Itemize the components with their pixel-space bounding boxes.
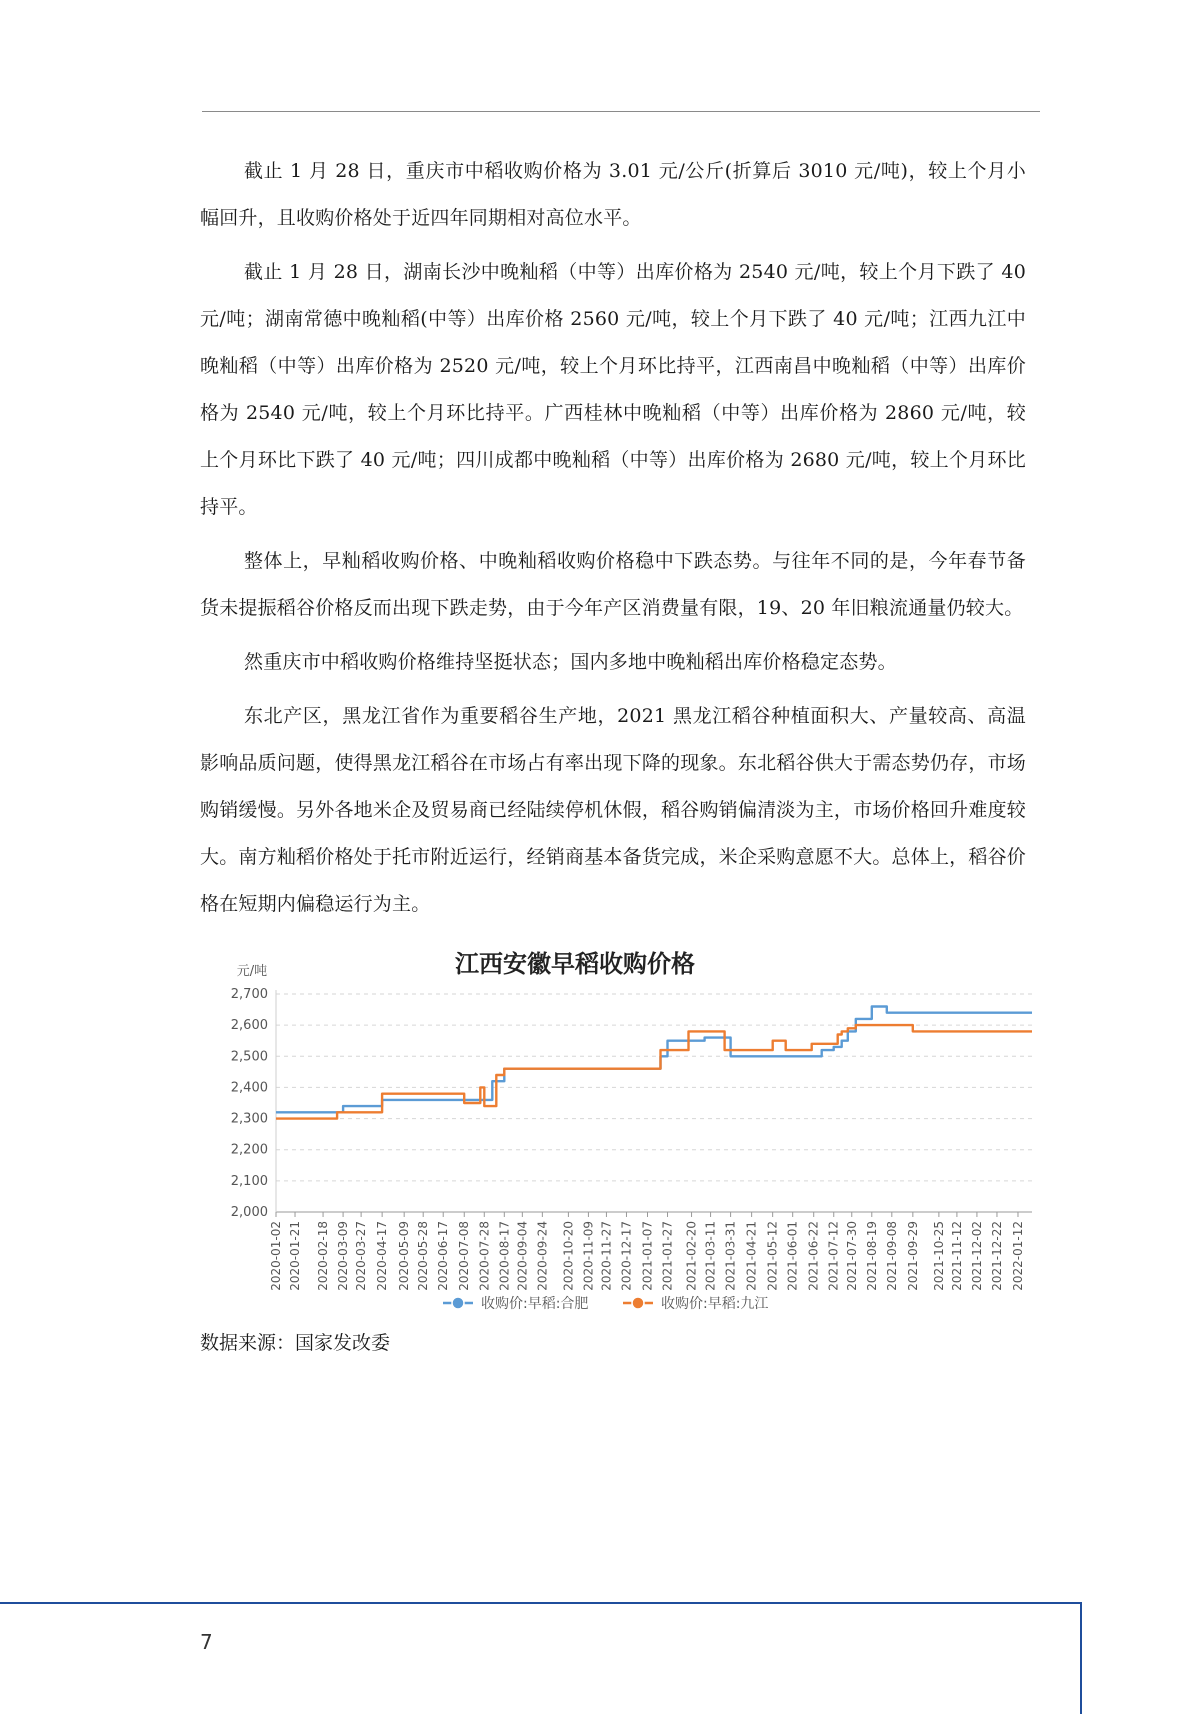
x-tick-label: 2022-01-12 — [1010, 1221, 1025, 1291]
y-tick-label: 2,500 — [230, 1049, 268, 1065]
x-tick-label: 2021-04-21 — [744, 1221, 759, 1291]
x-tick-label: 2020-01-21 — [288, 1221, 303, 1291]
x-tick-label: 2020-07-08 — [457, 1221, 472, 1291]
x-axis-ticks — [269, 990, 1025, 1291]
series-lines — [276, 1007, 1032, 1119]
y-tick-label: 2,700 — [230, 987, 268, 1002]
chart-legend — [443, 1295, 768, 1312]
x-tick-label: 2021-12-02 — [969, 1221, 984, 1291]
x-tick-label: 2021-05-12 — [765, 1221, 780, 1291]
x-tick-label: 2021-06-22 — [806, 1221, 821, 1291]
x-tick-label: 2020-09-04 — [515, 1221, 530, 1291]
x-tick-label: 2020-05-09 — [397, 1221, 412, 1291]
x-tick-label: 2021-07-12 — [826, 1221, 841, 1291]
legend-label: 收购价:早稻:合肥 — [481, 1296, 589, 1312]
page-number: 7 — [200, 1630, 213, 1654]
x-tick-label: 2020-03-27 — [354, 1221, 369, 1291]
y-tick-label: 2,100 — [230, 1173, 268, 1189]
y-tick-label: 2,200 — [230, 1142, 268, 1158]
legend-label: 收购价:早稻:九江 — [661, 1296, 769, 1312]
x-tick-label: 2020-07-28 — [477, 1221, 492, 1291]
x-tick-label: 2020-05-28 — [416, 1221, 431, 1291]
x-tick-label: 2021-07-30 — [844, 1221, 859, 1291]
x-tick-label: 2020-03-09 — [336, 1221, 351, 1291]
x-tick-label: 2021-08-19 — [864, 1221, 879, 1291]
paragraph: 然重庆市中稻收购价格维持坚挺状态；国内多地中晚籼稻出库价格稳定态势。 — [244, 651, 897, 673]
legend-swatch-dot — [632, 1297, 644, 1309]
header-rule — [202, 111, 1040, 112]
x-tick-label: 2021-12-22 — [989, 1221, 1004, 1291]
x-tick-label: 2021-01-27 — [660, 1221, 675, 1291]
x-tick-label: 2021-01-07 — [640, 1221, 655, 1291]
series-line — [276, 1007, 1032, 1113]
legend-swatch-dot — [452, 1297, 464, 1309]
x-tick-label: 2020-06-17 — [436, 1221, 451, 1291]
x-tick-label: 2021-02-20 — [684, 1221, 699, 1291]
x-tick-label: 2021-03-11 — [703, 1221, 718, 1291]
x-tick-label: 2021-10-25 — [931, 1221, 946, 1291]
paragraph: 东北产区，黑龙江省作为重要稻谷生产地，2021 黑龙江稻谷种植面积大、产量较高、高温影响品质问题，使得黑龙江稻谷在市场占有率出现下降的现象。东北稻谷供大于需态势仍存，市场购销缓慢。另外各地米企及贸易商已经陆续停机休假，稻谷购销偏清淡为主，市场价格回升难度较大。南方籼稻价格处于托市附近运行，经销商基本备货完成，米企采购意愿不大。总体上，稻谷价格在短期内偏稳运行为主。 — [200, 705, 1026, 915]
price-chart — [200, 950, 1050, 1320]
paragraph: 截止 1 月 28 日，湖南长沙中晚籼稻（中等）出库价格为 2540 元/吨，较上个月下跌了 40 元/吨；湖南常德中晚籼稻(中等）出库价格 2560 元/吨，较上个月下跌了 40 元/吨；江西九江中晚籼稻（中等）出库价格为 2520 元/吨，较上个月环比持平，江西南昌中晚籼稻（中等）出库价格为 2540 元/吨，较上个月环比持平。广西桂林中晚籼稻（中等）出库价格为 2860 元/吨，较上个月环比下跌了 40 元/吨；四川成都中晚籼稻（中等）出库价格为 2680 元/吨，较上个月环比持平。 — [200, 261, 1026, 518]
x-tick-label: 2021-09-08 — [884, 1221, 899, 1291]
grid-lines — [276, 994, 1032, 1212]
x-tick-label: 2020-10-20 — [561, 1221, 576, 1291]
x-tick-label: 2020-02-18 — [316, 1221, 331, 1291]
paragraph: 截止 1 月 28 日，重庆市中稻收购价格为 3.01 元/公斤(折算后 3010 元/吨)，较上个月小幅回升，且收购价格处于近四年同期相对高位水平。 — [200, 160, 1026, 229]
x-tick-label: 2021-03-31 — [723, 1221, 738, 1291]
y-tick-label: 2,400 — [230, 1080, 268, 1096]
chart-title: 江西安徽早稻收购价格 — [455, 950, 695, 978]
paragraph: 整体上，早籼稻收购价格、中晚籼稻收购价格稳中下跌态势。与往年不同的是，今年春节备货未提振稻谷价格反而出现下跌走势，由于今年产区消费量有限，19、20 年旧粮流通量仍较大。 — [200, 550, 1026, 619]
y-tick-label: 2,300 — [230, 1111, 268, 1127]
x-tick-label: 2020-12-17 — [619, 1221, 634, 1291]
x-tick-label: 2020-01-02 — [269, 1221, 283, 1291]
x-tick-label: 2020-11-09 — [581, 1221, 596, 1291]
x-tick-label: 2020-04-17 — [375, 1221, 390, 1291]
x-tick-label: 2021-11-12 — [949, 1221, 964, 1291]
chart-canvas — [200, 950, 1050, 1320]
x-tick-label: 2021-09-29 — [905, 1221, 920, 1291]
series-line — [276, 1025, 1032, 1119]
document-body — [200, 148, 1026, 935]
x-tick-label: 2020-11-27 — [599, 1221, 614, 1291]
x-tick-label: 2020-08-17 — [497, 1221, 512, 1291]
y-axis-unit: 元/吨 — [236, 964, 268, 979]
x-tick-label: 2021-06-01 — [785, 1221, 800, 1291]
data-source: 数据来源：国家发改委 — [200, 1332, 391, 1354]
y-axis-ticks — [231, 987, 268, 1220]
y-tick-label: 2,600 — [230, 1018, 268, 1034]
footer-frame — [0, 1602, 1082, 1714]
x-tick-label: 2020-09-24 — [535, 1221, 550, 1291]
y-tick-label: 2,000 — [230, 1205, 268, 1220]
